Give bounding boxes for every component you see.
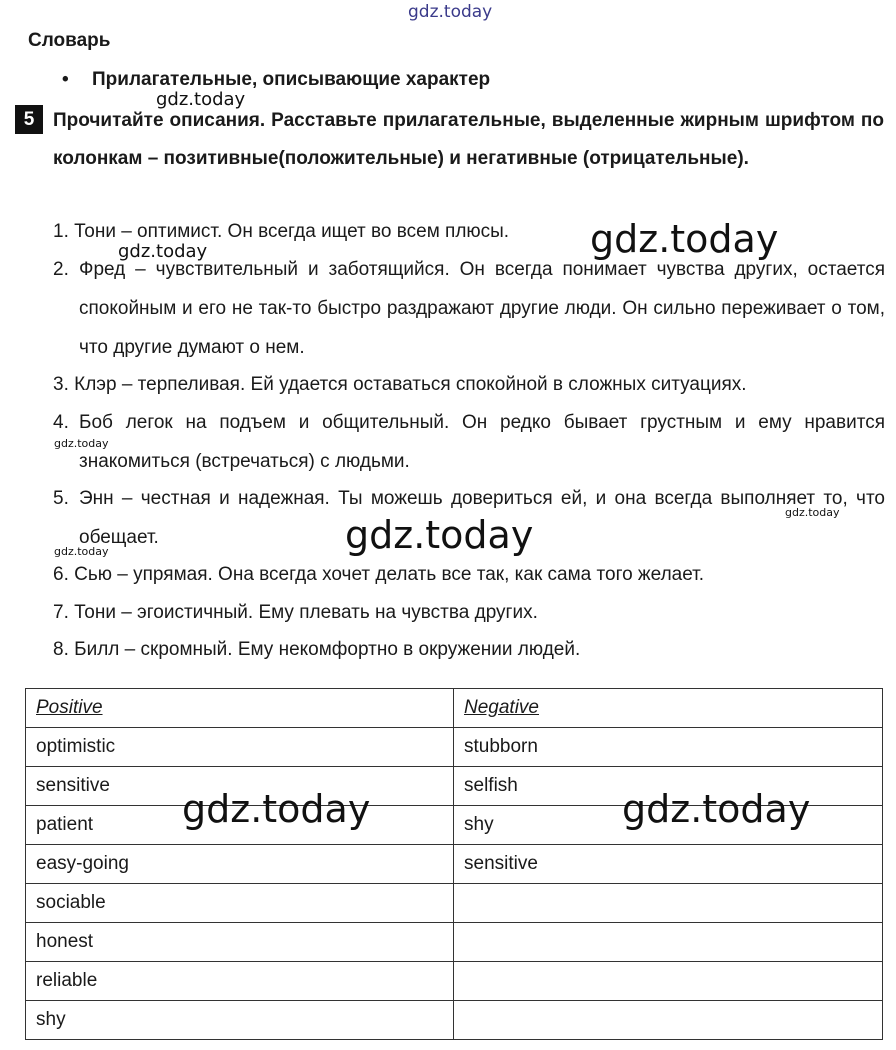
bullet-text: Прилагательные, описывающие характер [92, 69, 491, 90]
table-cell: reliable [26, 962, 454, 1001]
answer-table [25, 688, 883, 1040]
section-title: Словарь [28, 30, 111, 51]
watermark-large: gdz.today [345, 513, 534, 557]
table-cell [454, 1001, 883, 1040]
table-cell: stubborn [454, 728, 883, 767]
list-item [53, 555, 885, 594]
watermark-top: gdz.today [408, 2, 493, 22]
table-cell: selfish [454, 767, 883, 806]
exercise-number-badge: 5 [15, 105, 43, 134]
exercise-instruction: Прочитайте описания. Расставьте прилагательные, выделенные жирным шрифтом по колонкам – позитивные(положительные) и негативные (отрицательные). [53, 110, 884, 169]
item-text: Билл – скромный. Ему некомфортно в окружении людей. [74, 639, 581, 660]
table-cell [454, 962, 883, 1001]
watermark-tiny: gdz.today [54, 545, 109, 558]
list-item [53, 630, 885, 669]
item-number: 8. [53, 639, 69, 660]
item-text: Энн – честная и надежная. Ты можешь довериться ей, и она всегда выполняет то, что обещает. [79, 488, 885, 548]
table-row [26, 923, 883, 962]
list-item [53, 593, 885, 632]
item-number: 3. [53, 374, 69, 395]
item-text: Боб легок на подъем и общительный. Он редко бывает грустным и ему нравится знакомиться (встречаться) с людьми. [79, 412, 885, 472]
table-cell: patient [26, 806, 454, 845]
table-header-negative: Negative [454, 689, 883, 728]
table-cell: sociable [26, 884, 454, 923]
table-row [26, 884, 883, 923]
list-item [53, 365, 885, 404]
watermark-tiny: gdz.today [785, 506, 840, 519]
table-cell: shy [454, 806, 883, 845]
table-row [26, 845, 883, 884]
table-header-positive: Positive [26, 689, 454, 728]
bullet-marker: • [62, 69, 69, 90]
item-text: Клэр – терпеливая. Ей удается оставаться спокойной в сложных ситуациях. [74, 374, 747, 395]
list-item [53, 250, 885, 367]
bullet-item [62, 69, 490, 91]
item-number: 2. [53, 259, 69, 280]
item-text: Фред – чувствительный и заботящийся. Он всегда понимает чувства других, остается спокойным и его не так-то быстро раздражают другие люди. Он сильно переживает о том, что другие думают о нем. [79, 259, 885, 358]
table-cell: sensitive [26, 767, 454, 806]
item-text: Тони – оптимист. Он всегда ищет во всем плюсы. [74, 221, 510, 242]
watermark-large: gdz.today [590, 217, 779, 261]
item-number: 5. [53, 488, 69, 509]
table-cell [454, 923, 883, 962]
item-number: 6. [53, 564, 69, 585]
table-row [26, 962, 883, 1001]
item-text: Тони – эгоистичный. Ему плевать на чувства других. [74, 602, 538, 623]
table-cell: honest [26, 923, 454, 962]
watermark-small: gdz.today [156, 89, 246, 110]
watermark-large: gdz.today [182, 787, 371, 831]
table-row [26, 728, 883, 767]
table-cell: easy-going [26, 845, 454, 884]
table-cell: optimistic [26, 728, 454, 767]
table-header-row [26, 689, 883, 728]
table-cell [454, 884, 883, 923]
table-cell: shy [26, 1001, 454, 1040]
watermark-tiny: gdz.today [54, 437, 109, 450]
item-number: 4. [53, 412, 69, 433]
item-text: Сью – упрямая. Она всегда хочет делать все так, как сама того желает. [74, 564, 705, 585]
item-number: 1. [53, 221, 69, 242]
table-cell: sensitive [454, 845, 883, 884]
watermark-small: gdz.today [118, 241, 208, 262]
item-number: 7. [53, 602, 69, 623]
list-item [53, 403, 885, 481]
table-row [26, 1001, 883, 1040]
watermark-large: gdz.today [622, 787, 811, 831]
